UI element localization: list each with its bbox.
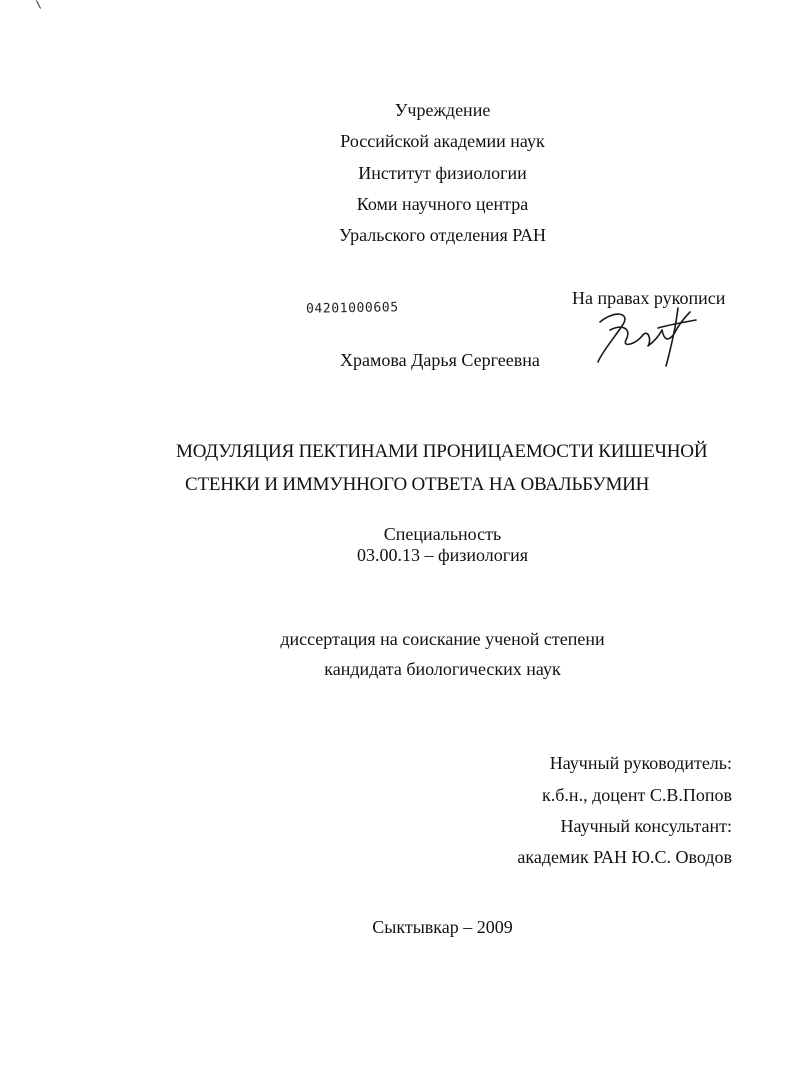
- specialty-value: 03.00.13 – физиология: [356, 545, 529, 565]
- author-name: Храмова Дарья Сергеевна: [340, 350, 540, 370]
- institution-line-4: Коми научного центра: [356, 194, 529, 214]
- registration-code: 04201000605: [305, 300, 399, 317]
- place-year: Сыктывкар – 2009: [372, 917, 513, 937]
- consultant-name: академик РАН Ю.С. Оводов: [517, 847, 732, 867]
- consultant-label: Научный консультант:: [560, 816, 732, 836]
- institution-line-1: Учреждение: [394, 100, 491, 120]
- degree-line-2: кандидата биологических наук: [324, 659, 561, 679]
- degree-line-1: диссертация на соискание ученой степени: [280, 629, 605, 649]
- supervisor-name: к.б.н., доцент С.В.Попов: [542, 785, 732, 805]
- specialty-label: Специальность: [383, 524, 502, 544]
- title-line-2: СТЕНКИ И ИММУННОГО ОТВЕТА НА ОВАЛЬБУМИН: [185, 474, 650, 495]
- institution-line-5: Уральского отделения РАН: [338, 225, 547, 245]
- supervisor-label: Научный руководитель:: [549, 753, 732, 773]
- institution-line-2: Российской академии наук: [340, 131, 545, 151]
- signature: [592, 300, 702, 372]
- manuscript-rights: На правах рукописи: [572, 288, 726, 308]
- scan-mark: [36, 0, 41, 8]
- title-line-1: МОДУЛЯЦИЯ ПЕКТИНАМИ ПРОНИЦАЕМОСТИ КИШЕЧНОЙ: [176, 441, 708, 462]
- institution-line-3: Институт физиологии: [358, 163, 527, 183]
